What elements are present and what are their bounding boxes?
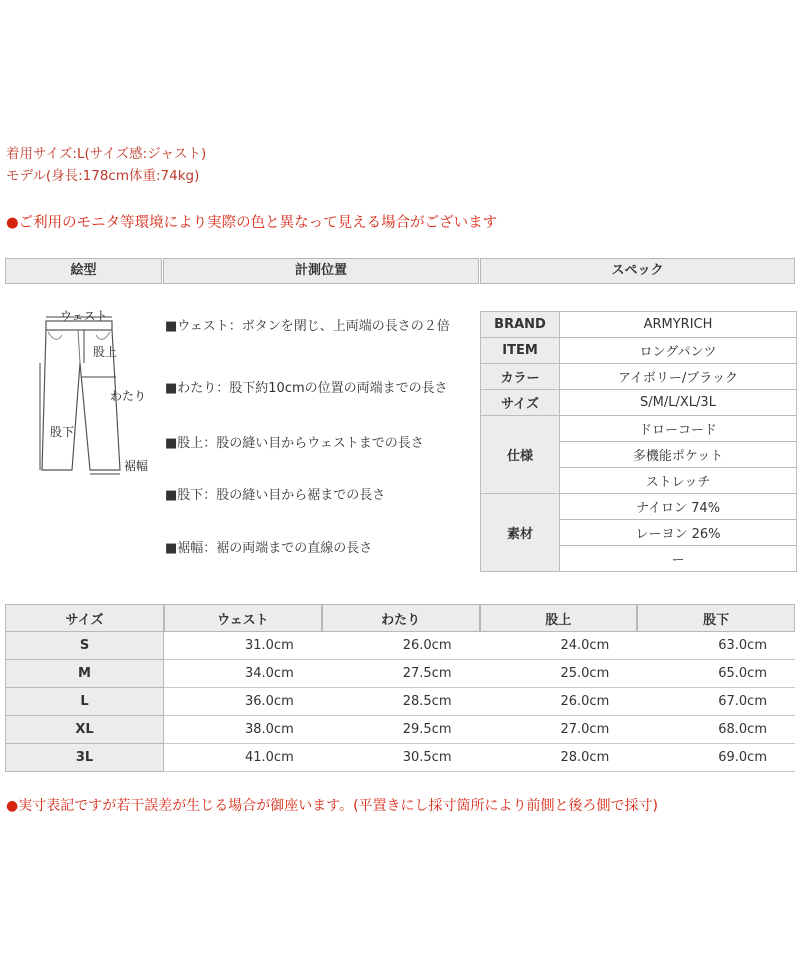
spec-key: サイズ: [481, 390, 560, 416]
spec-value: S/M/L/XL/3L: [560, 390, 797, 416]
spec-value: ストレッチ: [560, 468, 797, 494]
figure-label-hem: 裾幅: [124, 459, 149, 473]
spec-row-material: [481, 494, 797, 520]
waist-cell: 31.0cm: [164, 632, 322, 660]
spec-value: レーヨン 26%: [560, 520, 797, 546]
spec-header-bar: [5, 258, 795, 284]
rise-cell: 26.0cm: [480, 688, 638, 716]
note-thigh: ■わたり：股下約10cmの位置の両端までの長さ: [165, 381, 448, 396]
spec-value: アイボリー/ブラック: [560, 364, 797, 390]
thigh-cell: 28.5cm: [322, 688, 480, 716]
size-table-header: [5, 604, 795, 632]
inseam-cell: 67.0cm: [637, 688, 795, 716]
spec-value: ドローコード: [560, 416, 797, 442]
waist-cell: 41.0cm: [164, 744, 322, 772]
size-cell: S: [5, 632, 164, 660]
figure-label-rise: 股上: [93, 345, 118, 359]
spec-key: カラー: [481, 364, 560, 390]
figure-label-waist: ウェスト: [60, 309, 108, 323]
header-figure: 絵型: [5, 258, 162, 284]
thigh-cell: 26.0cm: [322, 632, 480, 660]
model-size-text: 着用サイズ:L(サイズ感:ジャスト): [6, 146, 207, 162]
note-hem: ■裾幅：裾の両端までの直線の長さ: [165, 541, 373, 556]
inseam-cell: 68.0cm: [637, 716, 795, 744]
spec-table: [480, 311, 797, 572]
rise-cell: 25.0cm: [480, 660, 638, 688]
waist-cell: 34.0cm: [164, 660, 322, 688]
size-col-header: ウェスト: [164, 604, 322, 632]
color-notice: ●ご利用のモニタ等環境により実際の色と異なって見える場合がございます: [6, 215, 498, 231]
size-cell: XL: [5, 716, 164, 744]
thigh-cell: 30.5cm: [322, 744, 480, 772]
rise-cell: 28.0cm: [480, 744, 638, 772]
spec-row-brand: [481, 312, 797, 338]
measurement-notice: ●実寸表記ですが若干誤差が生じる場合が御座います。(平置きにし採寸箇所により前側と後ろ側で採寸): [6, 798, 659, 814]
spec-key: BRAND: [481, 312, 560, 338]
table-row: [5, 688, 795, 716]
table-row: [5, 716, 795, 744]
spec-value: 多機能ポケット: [560, 442, 797, 468]
waist-cell: 38.0cm: [164, 716, 322, 744]
rise-cell: 27.0cm: [480, 716, 638, 744]
spec-row-size: [481, 390, 797, 416]
size-cell: L: [5, 688, 164, 716]
inseam-cell: 69.0cm: [637, 744, 795, 772]
note-inseam: ■股下：股の縫い目から裾までの長さ: [165, 488, 386, 503]
table-row: [5, 660, 795, 688]
spec-row-feature: [481, 416, 797, 442]
spec-key: ITEM: [481, 338, 560, 364]
figure-label-thigh: わたり: [110, 389, 147, 403]
thigh-cell: 27.5cm: [322, 660, 480, 688]
size-col-header: サイズ: [5, 604, 164, 632]
spec-value: ナイロン 74%: [560, 494, 797, 520]
inseam-cell: 63.0cm: [637, 632, 795, 660]
size-cell: 3L: [5, 744, 164, 772]
spec-row-color: [481, 364, 797, 390]
spec-value: ロングパンツ: [560, 338, 797, 364]
pants-figure: [38, 305, 158, 480]
note-rise: ■股上：股の縫い目からウェストまでの長さ: [165, 436, 424, 451]
table-row: [5, 632, 795, 660]
size-col-header: わたり: [322, 604, 480, 632]
size-col-header: 股上: [480, 604, 638, 632]
spec-row-item: [481, 338, 797, 364]
header-measure: 計測位置: [163, 258, 479, 284]
spec-value: ー: [560, 546, 797, 572]
thigh-cell: 29.5cm: [322, 716, 480, 744]
rise-cell: 24.0cm: [480, 632, 638, 660]
spec-key: 素材: [481, 494, 560, 572]
size-table: [5, 604, 795, 772]
waist-cell: 36.0cm: [164, 688, 322, 716]
header-spec: スペック: [480, 258, 795, 284]
spec-value: ARMYRICH: [560, 312, 797, 338]
size-col-header: 股下: [637, 604, 795, 632]
note-waist: ■ウェスト：ボタンを閉じ、上両端の長さの２倍: [165, 319, 450, 334]
figure-label-inseam: 股下: [50, 425, 75, 439]
table-row: [5, 744, 795, 772]
spec-key: 仕様: [481, 416, 560, 494]
size-cell: M: [5, 660, 164, 688]
model-body-text: モデル(身長:178cm体重:74kg): [6, 168, 200, 184]
inseam-cell: 65.0cm: [637, 660, 795, 688]
